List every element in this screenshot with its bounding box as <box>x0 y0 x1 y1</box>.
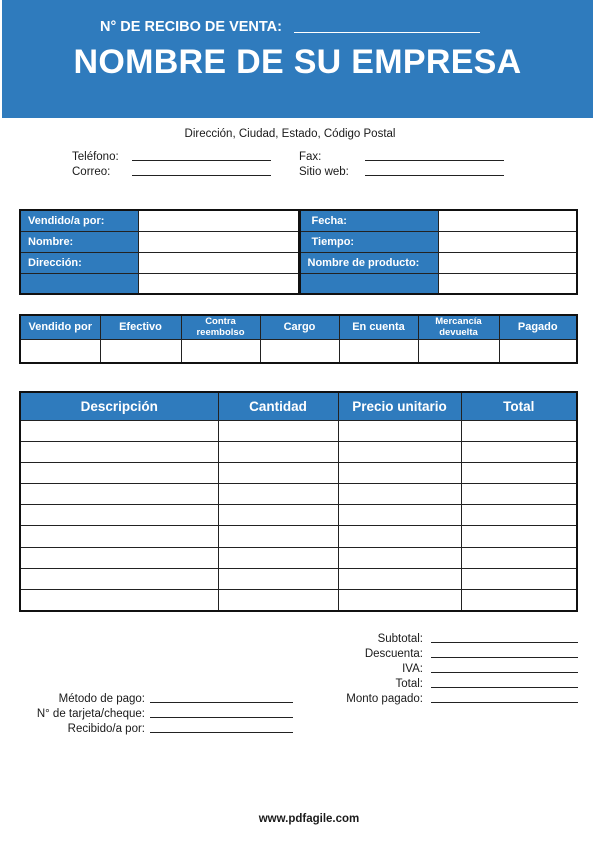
received-by-row <box>18 723 293 735</box>
description-cell[interactable] <box>20 462 218 483</box>
charge-cell[interactable] <box>260 339 339 363</box>
name-label: Nombre: <box>20 231 138 252</box>
fax-row <box>299 151 504 163</box>
table-row <box>20 526 577 547</box>
payment-method-row <box>18 693 293 705</box>
card-number-field[interactable] <box>150 717 293 718</box>
vat-field[interactable] <box>431 672 578 673</box>
subtotal-row <box>300 633 578 645</box>
total-cell[interactable] <box>461 420 577 441</box>
sold-by-cell[interactable] <box>20 339 100 363</box>
total-cell[interactable] <box>461 526 577 547</box>
total-label: Total: <box>395 678 423 690</box>
table-row <box>20 547 577 568</box>
phone-label: Teléfono: <box>72 151 119 163</box>
description-cell[interactable] <box>20 505 218 526</box>
blank-label-cell <box>299 273 438 294</box>
website-row <box>299 166 504 178</box>
description-cell[interactable] <box>20 441 218 462</box>
extra-field-right[interactable] <box>438 273 577 294</box>
sale-info-table <box>19 209 578 295</box>
unit-price-cell[interactable] <box>338 441 461 462</box>
total-field[interactable] <box>431 687 578 688</box>
unit-price-cell[interactable] <box>338 420 461 441</box>
receipt-number-row <box>100 19 480 35</box>
total-cell[interactable] <box>461 484 577 505</box>
subtotal-field[interactable] <box>431 642 578 643</box>
amount-paid-label: Monto pagado: <box>346 693 423 705</box>
total-cell[interactable] <box>461 568 577 589</box>
quantity-cell[interactable] <box>218 590 338 611</box>
total-cell[interactable] <box>461 590 577 611</box>
email-field[interactable] <box>132 175 271 176</box>
fax-label: Fax: <box>299 151 322 163</box>
quantity-cell[interactable] <box>218 441 338 462</box>
unit-price-cell[interactable] <box>338 526 461 547</box>
header-paid: Pagado <box>499 315 577 339</box>
sold-by-label: Vendido/a por: <box>20 210 138 231</box>
quantity-cell[interactable] <box>218 526 338 547</box>
header-total: Total <box>461 392 577 420</box>
card-number-row <box>18 708 293 720</box>
email-row <box>72 166 271 178</box>
table-row <box>20 484 577 505</box>
received-by-field[interactable] <box>150 732 293 733</box>
subtotal-label: Subtotal: <box>377 633 423 645</box>
header-sold-by: Vendido por <box>20 315 100 339</box>
receipt-number-field[interactable] <box>294 32 480 33</box>
table-row <box>20 568 577 589</box>
address-label: Dirección: <box>20 252 138 273</box>
phone-row <box>72 151 271 163</box>
quantity-cell[interactable] <box>218 547 338 568</box>
email-label: Correo: <box>72 166 111 178</box>
website-field[interactable] <box>365 175 504 176</box>
unit-price-cell[interactable] <box>338 484 461 505</box>
company-name: NOMBRE DE SU EMPRESA <box>73 43 522 81</box>
total-cell[interactable] <box>461 441 577 462</box>
header-cash: Efectivo <box>100 315 181 339</box>
received-by-label: Recibido/a por: <box>67 723 145 735</box>
website-label: Sitio web: <box>299 166 349 178</box>
total-cell[interactable] <box>461 505 577 526</box>
total-cell[interactable] <box>461 547 577 568</box>
payment-method-field[interactable] <box>150 702 293 703</box>
header-quantity: Cantidad <box>218 392 338 420</box>
quantity-cell[interactable] <box>218 420 338 441</box>
footer-website: www.pdfagile.com <box>258 813 360 825</box>
quantity-cell[interactable] <box>218 568 338 589</box>
date-label: Fecha: <box>299 210 438 231</box>
table-row <box>20 590 577 611</box>
unit-price-cell[interactable] <box>338 462 461 483</box>
amount-paid-row <box>300 693 578 705</box>
description-cell[interactable] <box>20 547 218 568</box>
name-field[interactable] <box>138 231 299 252</box>
header-cod: Contra reembolso <box>181 315 260 339</box>
company-address: Dirección, Ciudad, Estado, Código Postal <box>184 128 396 140</box>
discount-field[interactable] <box>431 657 578 658</box>
unit-price-cell[interactable] <box>338 505 461 526</box>
card-number-label: N° de tarjeta/cheque: <box>36 708 145 720</box>
discount-label: Descuenta: <box>364 648 423 660</box>
total-cell[interactable] <box>461 462 577 483</box>
payment-type-table <box>19 314 578 364</box>
unit-price-cell[interactable] <box>338 547 461 568</box>
returned-cell[interactable] <box>418 339 499 363</box>
header-charge: Cargo <box>260 315 339 339</box>
header-description: Descripción <box>20 392 218 420</box>
header-on-account: En cuenta <box>339 315 418 339</box>
phone-field[interactable] <box>132 160 271 161</box>
description-cell[interactable] <box>20 568 218 589</box>
table-row <box>20 420 577 441</box>
fax-field[interactable] <box>365 160 504 161</box>
description-cell[interactable] <box>20 590 218 611</box>
unit-price-cell[interactable] <box>338 568 461 589</box>
time-field[interactable] <box>438 231 577 252</box>
sold-by-field[interactable] <box>138 210 299 231</box>
description-cell[interactable] <box>20 484 218 505</box>
payment-method-label: Método de pago: <box>58 693 145 705</box>
table-row <box>20 441 577 462</box>
table-row <box>20 462 577 483</box>
discount-row <box>300 648 578 660</box>
unit-price-cell[interactable] <box>338 590 461 611</box>
cash-cell[interactable] <box>100 339 181 363</box>
table-row <box>20 505 577 526</box>
paid-cell[interactable] <box>499 339 577 363</box>
extra-field-left[interactable] <box>138 273 299 294</box>
amount-paid-field[interactable] <box>431 702 578 703</box>
blank-label-cell <box>20 273 138 294</box>
product-name-field[interactable] <box>438 252 577 273</box>
cod-cell[interactable] <box>181 339 260 363</box>
receipt-number-label: N° DE RECIBO DE VENTA: <box>100 19 282 35</box>
time-label: Tiempo: <box>299 231 438 252</box>
quantity-cell[interactable] <box>218 484 338 505</box>
date-field[interactable] <box>438 210 577 231</box>
vat-label: IVA: <box>402 663 423 675</box>
description-cell[interactable] <box>20 420 218 441</box>
description-cell[interactable] <box>20 526 218 547</box>
header-unit-price: Precio unitario <box>338 392 461 420</box>
quantity-cell[interactable] <box>218 462 338 483</box>
vat-row <box>300 663 578 675</box>
total-row <box>300 678 578 690</box>
on-account-cell[interactable] <box>339 339 418 363</box>
address-field[interactable] <box>138 252 299 273</box>
quantity-cell[interactable] <box>218 505 338 526</box>
items-table <box>19 391 578 612</box>
header-returned: Mercancía devuelta <box>418 315 499 339</box>
header-banner <box>2 0 593 118</box>
product-name-label: Nombre de producto: <box>299 252 438 273</box>
